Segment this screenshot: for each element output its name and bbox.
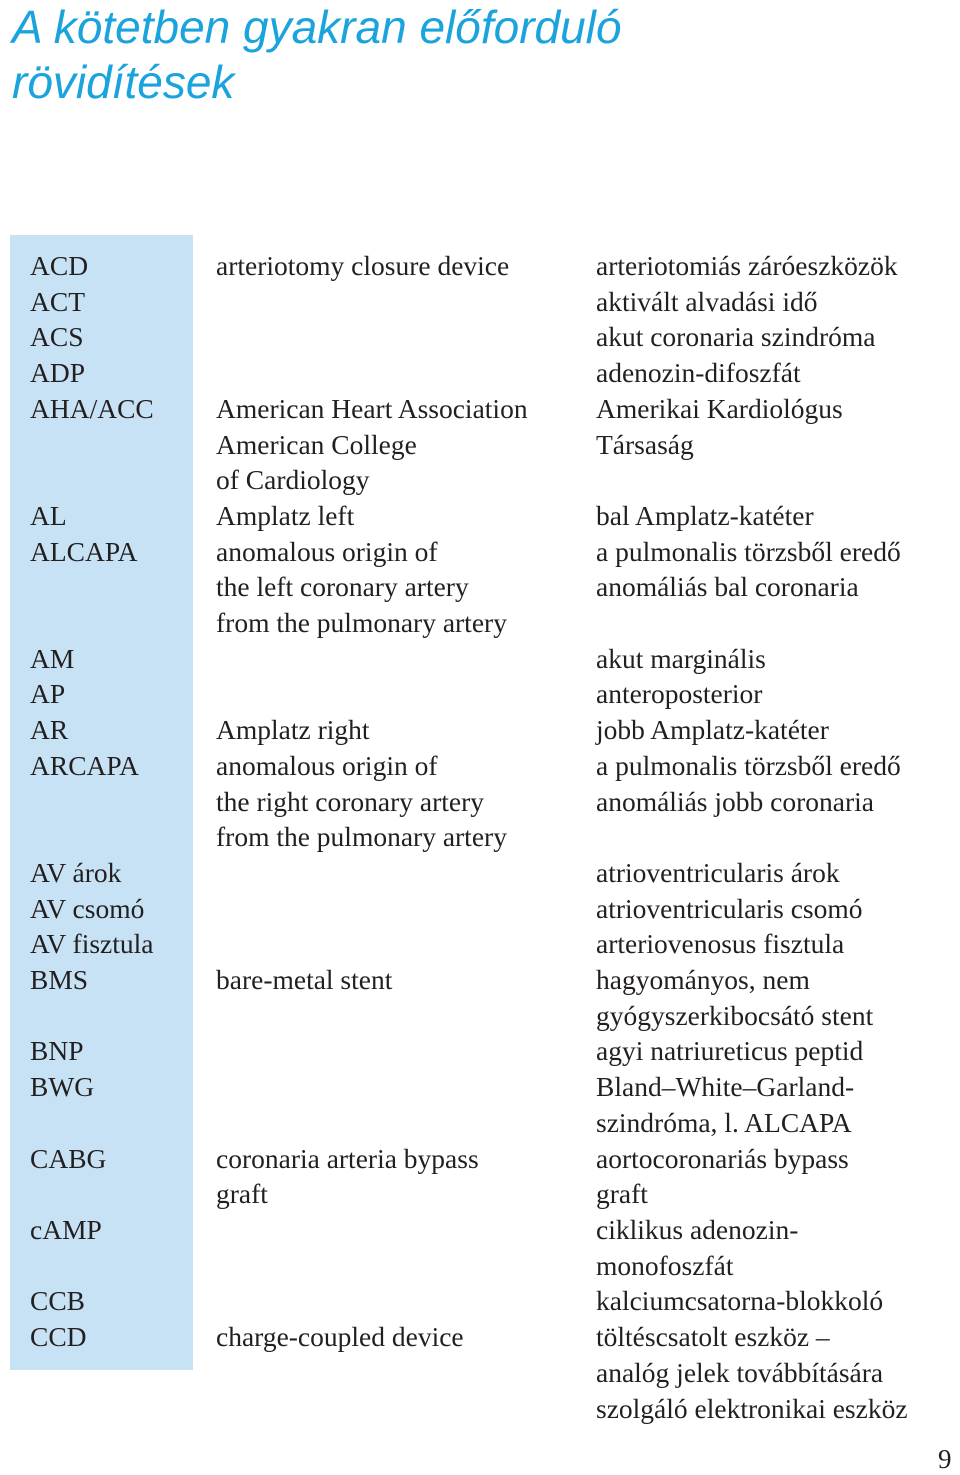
abbreviation-term: AP: [30, 678, 66, 710]
abbreviation-row: [0, 534, 960, 641]
abbreviation-row: [0, 391, 960, 498]
english-expansion: bare-metal stent: [216, 964, 393, 996]
abbreviation-row: [0, 1283, 960, 1319]
english-expansion: charge-coupled device: [216, 1321, 464, 1353]
abbreviation-term: cAMP: [30, 1213, 102, 1245]
abbreviation-term: AM: [30, 642, 75, 674]
english-expansion: American Heart Association American College of Cardiology: [216, 392, 528, 496]
hungarian-meaning: hagyományos, nem gyógyszerkibocsátó stent: [596, 964, 874, 1031]
hungarian-meaning: arteriovenosus fisztula: [596, 928, 845, 960]
hungarian-meaning: atrioventricularis csomó: [596, 892, 863, 924]
abbreviation-row: [0, 1141, 960, 1212]
abbreviation-term: AV csomó: [30, 892, 145, 924]
abbreviation-row: [0, 891, 960, 927]
abbreviation-row: [0, 748, 960, 855]
abbreviation-term: BNP: [30, 1035, 84, 1067]
abbreviation-term: AR: [30, 714, 69, 746]
abbreviation-row: [0, 1069, 960, 1140]
abbreviation-row: [0, 498, 960, 534]
hungarian-meaning: akut coronaria szindróma: [596, 321, 876, 353]
abbreviation-row: [0, 712, 960, 748]
abbreviation-row: [0, 284, 960, 320]
english-expansion: Amplatz left: [216, 499, 355, 531]
hungarian-meaning: Amerikai Kardiológus Társaság: [596, 392, 843, 460]
abbreviation-term: ARCAPA: [30, 749, 140, 781]
abbreviation-term: ADP: [30, 357, 86, 389]
hungarian-meaning: töltéscsatolt eszköz – analóg jelek továbbítására szolgáló elektronikai eszköz: [596, 1321, 908, 1424]
hungarian-meaning: arteriotomiás záróeszközök: [596, 250, 898, 281]
abbreviation-term: ACT: [30, 285, 85, 317]
hungarian-meaning: Bland–White–Garland- szindróma, l. ALCAPA: [596, 1071, 855, 1138]
hungarian-meaning: a pulmonalis törzsből eredő anomáliás bal coronaria: [596, 535, 901, 603]
hungarian-meaning: adenozin-difoszfát: [596, 357, 801, 389]
english-expansion: arteriotomy closure device: [216, 250, 510, 281]
abbreviation-row: [0, 855, 960, 891]
page-title-line-1: A kötetben gyakran előforduló: [12, 1, 622, 53]
abbreviation-term: CABG: [30, 1142, 107, 1174]
abbreviation-term: CCB: [30, 1285, 86, 1317]
abbreviation-row: [0, 248, 960, 284]
abbreviation-row: [0, 355, 960, 391]
hungarian-meaning: jobb Amplatz-katéter: [596, 714, 829, 746]
english-expansion: anomalous origin of the left coronary artery from the pulmonary artery: [216, 535, 507, 639]
hungarian-meaning: ciklikus adenozin- monofoszfát: [596, 1213, 799, 1281]
page-title-line-2: rövidítések: [12, 56, 235, 108]
hungarian-meaning: kalciumcsatorna-blokkoló: [596, 1285, 884, 1317]
english-expansion: Amplatz right: [216, 714, 370, 746]
hungarian-meaning: agyi natriureticus peptid: [596, 1035, 864, 1067]
abbreviation-term: AV fisztula: [30, 928, 154, 960]
page-title: [12, 0, 942, 110]
abbreviation-term: BMS: [30, 964, 89, 996]
abbreviation-row: [0, 1319, 960, 1426]
abbreviation-table: [0, 248, 960, 1426]
abbreviation-term: AHA/ACC: [30, 392, 154, 424]
abbreviation-row: [0, 1033, 960, 1069]
page-number: 9: [938, 1444, 952, 1474]
abbreviation-row: [0, 641, 960, 677]
abbreviation-term: AV árok: [30, 856, 122, 888]
abbreviation-term: CCD: [30, 1321, 87, 1353]
abbreviation-row: [0, 319, 960, 355]
hungarian-meaning: anteroposterior: [596, 678, 763, 710]
hungarian-meaning: aortocoronariás bypass graft: [596, 1142, 849, 1210]
hungarian-meaning: akut marginális: [596, 642, 766, 674]
hungarian-meaning: a pulmonalis törzsből eredő anomáliás jobb coronaria: [596, 749, 901, 817]
abbreviation-term: ALCAPA: [30, 535, 138, 567]
abbreviation-term: ACS: [30, 321, 84, 353]
abbreviation-row: [0, 676, 960, 712]
hungarian-meaning: atrioventricularis árok: [596, 856, 840, 888]
abbreviation-term: ACD: [30, 250, 89, 281]
hungarian-meaning: bal Amplatz-katéter: [596, 499, 814, 531]
abbreviation-term: BWG: [30, 1071, 95, 1103]
hungarian-meaning: aktivált alvadási idő: [596, 285, 818, 317]
abbreviation-row: [0, 962, 960, 1033]
abbreviation-row: [0, 926, 960, 962]
abbreviation-row: [0, 1212, 960, 1283]
english-expansion: coronaria arteria bypass graft: [216, 1142, 479, 1210]
english-expansion: anomalous origin of the right coronary artery from the pulmonary artery: [216, 749, 507, 853]
abbreviation-term: AL: [30, 499, 67, 531]
